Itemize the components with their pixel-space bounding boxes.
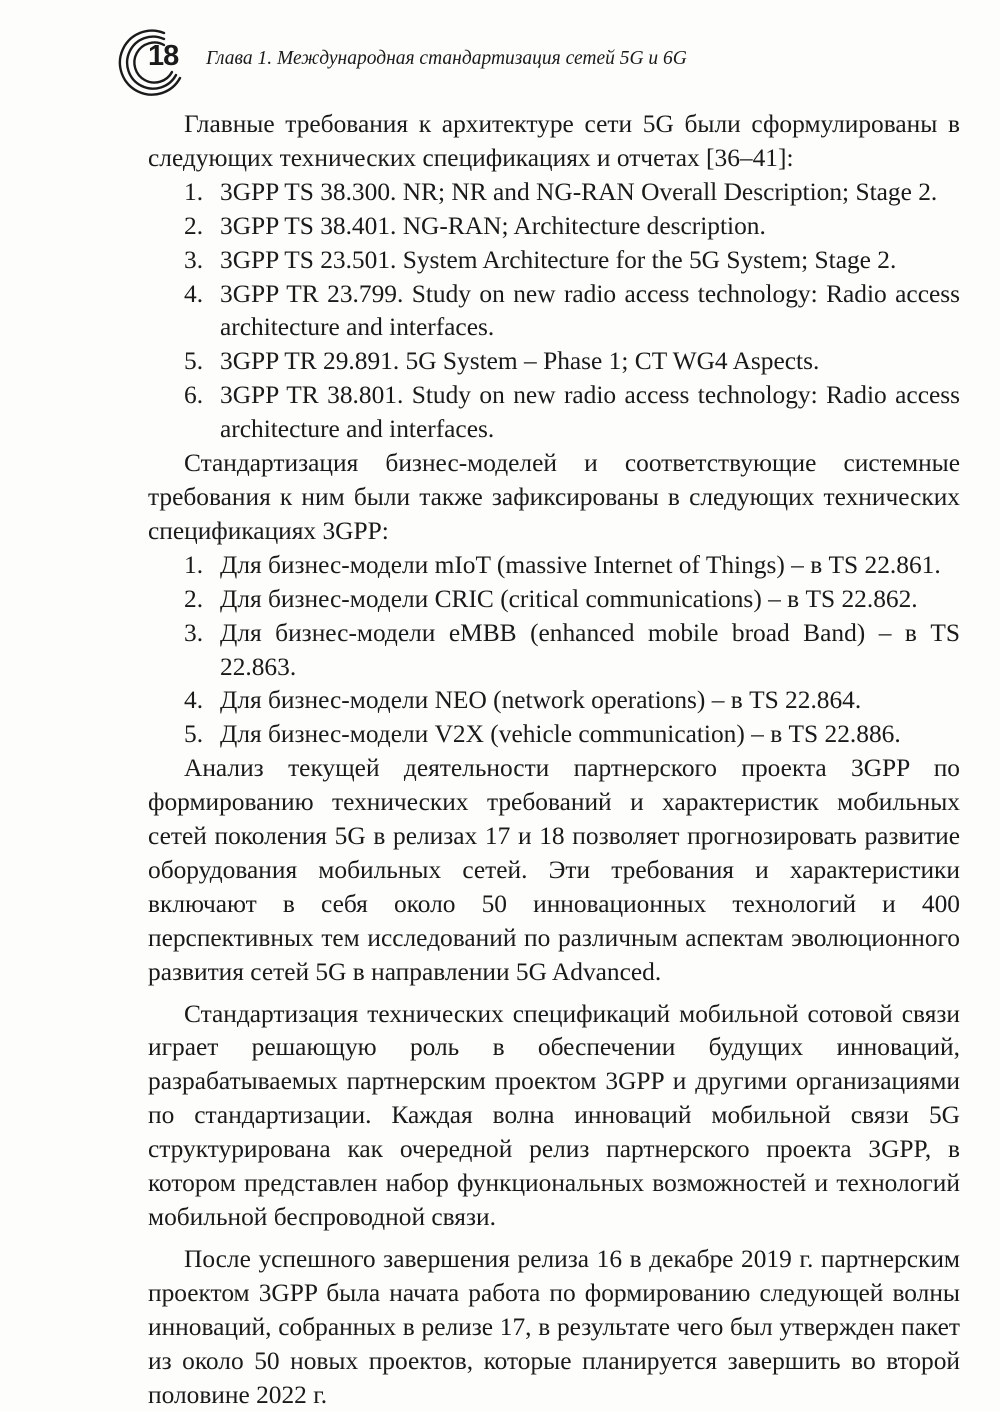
list-item: 5. Для бизнес-модели V2X (vehicle communication) – в TS 22.886. bbox=[184, 720, 901, 749]
page-body bbox=[148, 108, 960, 1412]
running-head: Глава 1. Международная стандартизация сетей 5G и 6G bbox=[206, 48, 687, 69]
intro-paragraph-2: Стандартизация бизнес-моделей и соответствующие системные требования к ним были также зафиксированы в следующих технических спецификациях 3GPP: bbox=[148, 449, 960, 545]
list-item: 1. Для бизнес-модели mIoT (massive Internet of Things) – в TS 22.861. bbox=[184, 550, 941, 579]
spec-list bbox=[148, 176, 960, 447]
business-model-list bbox=[148, 549, 960, 752]
list-item: 6. 3GPP TR 38.801. Study on new radio access technology: Radio access architecture and interfaces. bbox=[184, 381, 960, 444]
page-number: 18 bbox=[148, 40, 179, 72]
list-item: 4. 3GPP TR 23.799. Study on new radio access technology: Radio access architecture and interfaces. bbox=[184, 279, 960, 342]
list-item: 3. 3GPP TS 23.501. System Architecture for the 5G System; Stage 2. bbox=[184, 245, 897, 274]
intro-paragraph-1: Главные требования к архитектуре сети 5G были сформулированы в следующих технических спецификациях и отчетах [36–41]: bbox=[148, 110, 960, 172]
list-item: 4. Для бизнес-модели NEO (network operations) – в TS 22.864. bbox=[184, 686, 862, 715]
list-item: 2. 3GPP TS 38.401. NG-RAN; Architecture description. bbox=[184, 211, 766, 240]
list-item: 5. 3GPP TR 29.891. 5G System – Phase 1; CT WG4 Aspects. bbox=[184, 347, 820, 376]
body-paragraph: После успешного завершения релиза 16 в декабре 2019 г. партнерским проектом 3GPP была начата работа по формированию следующей волны инноваций, собранных в релизе 17, в результате чего был утвержден пакет из около 50 новых проектов, которые планируется завершить во второй половине 2022 г. bbox=[148, 1244, 960, 1409]
body-paragraph: Стандартизация технических спецификаций мобильной сотовой связи играет решающую роль в обеспечении будущих инноваций, разрабатываемых партнерским проектом 3GPP и другими организациями по стандартизации. Каждая волна инноваций мобильной связи 5G структурирована как очередной релиз партнерского проекта 3GPP, в котором представлен набор функциональных возможностей и технологий мобильной беспроводной связи. bbox=[148, 999, 960, 1231]
list-item: 3. Для бизнес-модели eMBB (enhanced mobile broad Band) – в TS 22.863. bbox=[184, 618, 960, 681]
body-paragraph: Анализ текущей деятельности партнерского проекта 3GPP по формированию технических требований и характеристик мобильных сетей поколения 5G в релизах 17 и 18 позволяет прогнозировать развитие оборудования мобильных сетей. Эти требования и характеристики включают в себя около 50 инновационных технологий и 400 перспективных тем исследований по различным аспектам эволюционного развития сетей 5G в направлении 5G Advanced. bbox=[148, 754, 960, 986]
page-number-badge bbox=[118, 26, 188, 96]
list-item: 2. Для бизнес-модели CRIC (critical communications) – в TS 22.862. bbox=[184, 584, 918, 613]
page-header bbox=[118, 26, 958, 96]
list-item: 1. 3GPP TS 38.300. NR; NR and NG-RAN Overall Description; Stage 2. bbox=[184, 177, 938, 206]
